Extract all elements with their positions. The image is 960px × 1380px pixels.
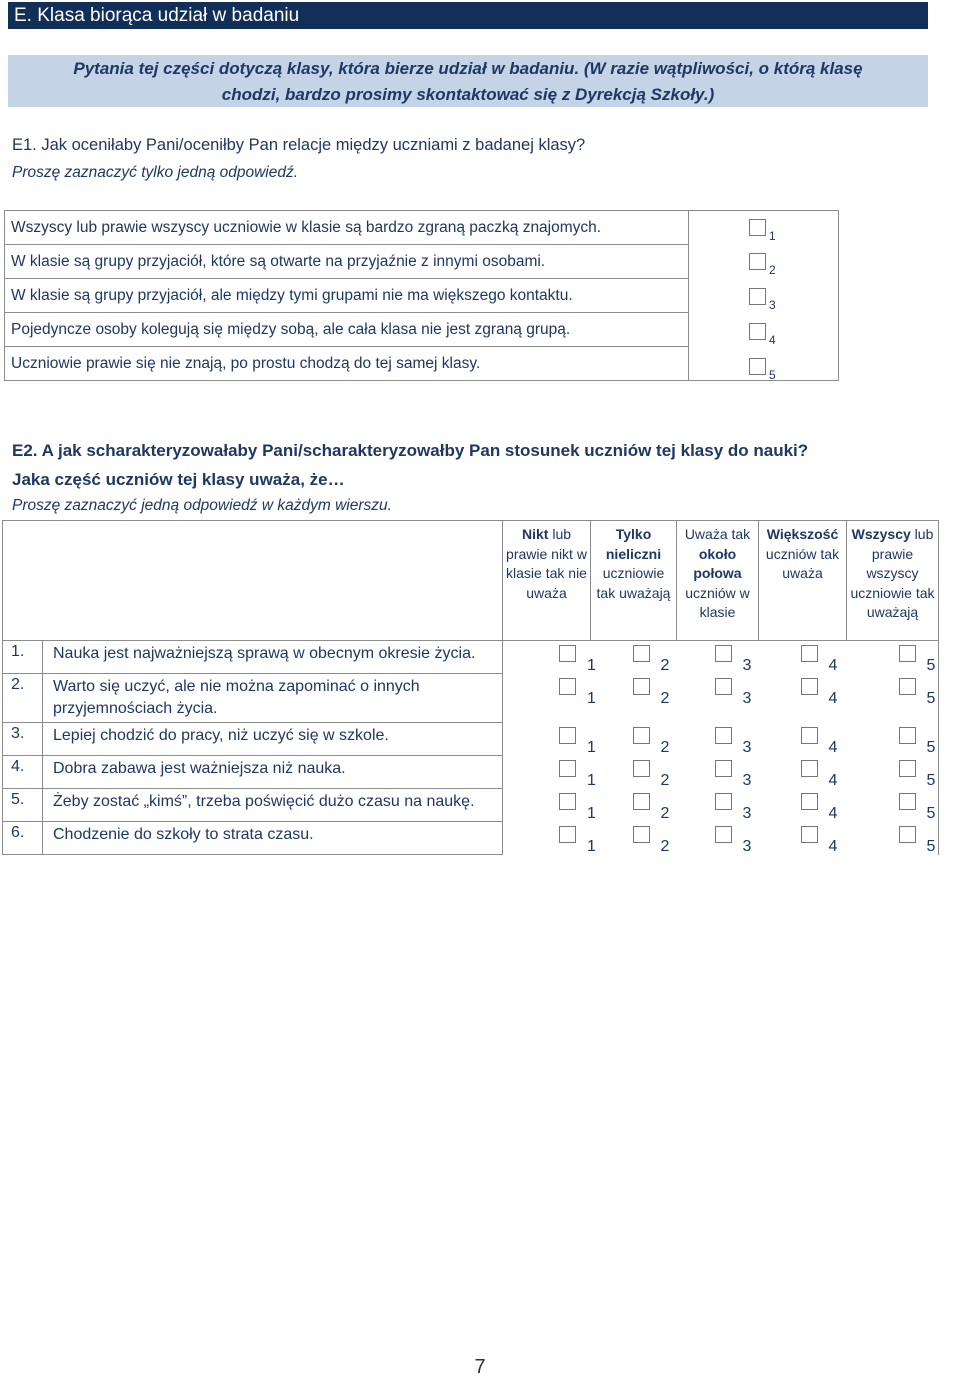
option-number: 5 [926, 804, 936, 822]
e2-option-cell [677, 641, 759, 674]
question-e2-instruction: Proszę zaznaczyć jedną odpowiedź w każdym wierszu. [12, 497, 392, 514]
section-header: E. Klasa biorąca udział w badaniu [8, 2, 928, 29]
column-header-text: lub prawie nikt w klasie tak nie uważa [506, 526, 587, 601]
checkbox[interactable] [749, 323, 766, 340]
question-e1-title: E1. Jak oceniłaby Pani/oceniłby Pan relacje między uczniami z badanej klasy? [12, 136, 586, 154]
checkbox[interactable] [715, 793, 732, 810]
option-number: 2 [660, 837, 670, 855]
option-number: 1 [587, 837, 596, 855]
option-number: 3 [742, 804, 752, 822]
checkbox[interactable] [801, 793, 818, 810]
checkbox[interactable] [633, 826, 650, 843]
checkbox[interactable] [749, 253, 766, 270]
checkbox[interactable] [559, 826, 576, 843]
e2-option-cell [503, 789, 596, 822]
checkbox[interactable] [559, 727, 576, 744]
e2-option-cell [591, 822, 677, 855]
column-header-text: uczniów tak uważa [765, 545, 840, 581]
e2-option-cell [759, 822, 847, 855]
e2-option-cell [503, 822, 596, 855]
question-e2-title-line-2: Jaka część uczniów tej klasy uważa, że… [12, 470, 345, 489]
e2-table [2, 520, 939, 855]
option-number: 3 [742, 689, 752, 707]
e2-row [3, 723, 939, 756]
column-header-text: lub prawie wszyscy uczniowie tak uważają [850, 526, 935, 620]
notice-line-1: Pytania tej części dotyczą klasy, która bierze udział w badaniu. (W razie wątpliwości, o którą klasę [73, 59, 863, 78]
e2-column-header [759, 521, 847, 641]
e2-row [3, 822, 939, 855]
option-number: 3 [742, 738, 752, 756]
e1-row [5, 211, 839, 245]
e2-column-header [677, 521, 759, 641]
checkbox[interactable] [899, 793, 916, 810]
e2-option-cell [677, 723, 759, 756]
checkbox[interactable] [899, 645, 916, 662]
e2-option-cell [591, 723, 677, 756]
e2-option-cell [503, 756, 596, 789]
checkbox[interactable] [559, 645, 576, 662]
checkbox[interactable] [749, 288, 766, 305]
column-header-emphasis: około połowa [693, 545, 742, 581]
option-number: 3 [742, 657, 752, 674]
e2-column-header [591, 521, 677, 641]
e2-row-number: 3. [3, 723, 43, 756]
option-number: 4 [828, 657, 838, 674]
option-number: 2 [660, 804, 670, 822]
e2-option-cell [591, 756, 677, 789]
e2-option-cell [847, 756, 939, 789]
checkbox[interactable] [633, 678, 650, 695]
e2-option-cell [503, 674, 596, 723]
option-number: 5 [926, 689, 936, 707]
column-header-emphasis: Nikt [521, 526, 549, 542]
e2-option-cell [591, 641, 677, 674]
e2-row-statement: Warto się uczyć, ale nie można zapominać o innych przyjemnościach życia. [43, 674, 503, 723]
e2-row-statement: Dobra zabawa jest ważniejsza niż nauka. [43, 756, 503, 789]
e2-option-cell [759, 789, 847, 822]
checkbox[interactable] [715, 678, 732, 695]
checkbox[interactable] [633, 645, 650, 662]
option-number: 2 [660, 689, 670, 707]
option-number: 5 [769, 368, 776, 382]
column-header-text: uczniów w klasie [685, 584, 750, 620]
e2-option-cell [847, 822, 939, 855]
checkbox[interactable] [801, 826, 818, 843]
question-e1-instruction: Proszę zaznaczyć tylko jedną odpowiedź. [12, 164, 299, 181]
option-number: 4 [828, 689, 838, 707]
e2-option-cell [677, 674, 759, 723]
e1-row-text: W klasie są grupy przyjaciół, które są otwarte na przyjaźnie z innymi osobami. [5, 245, 689, 279]
e1-row-text: W klasie są grupy przyjaciół, ale między tymi grupami nie ma większego kontaktu. [5, 279, 689, 313]
option-number: 1 [587, 771, 596, 789]
option-number: 4 [769, 333, 776, 347]
option-number: 1 [587, 738, 596, 756]
e2-header-blank [3, 521, 503, 641]
column-header-emphasis: Wszyscy [851, 526, 911, 542]
e2-option-cell [847, 641, 939, 674]
option-number: 1 [769, 229, 776, 243]
checkbox[interactable] [633, 727, 650, 744]
e2-option-cell [591, 789, 677, 822]
option-number: 4 [828, 804, 838, 822]
checkbox[interactable] [801, 645, 818, 662]
e2-row-number: 2. [3, 674, 43, 723]
e2-row-statement: Lepiej chodzić do pracy, niż uczyć się w szkole. [43, 723, 503, 756]
checkbox[interactable] [801, 727, 818, 744]
option-number: 2 [769, 263, 776, 277]
e2-option-cell [847, 789, 939, 822]
e2-option-cell [759, 674, 847, 723]
option-number: 3 [742, 837, 752, 855]
e1-table [4, 210, 839, 381]
option-number: 5 [926, 657, 936, 674]
checkbox[interactable] [749, 219, 766, 236]
checkbox[interactable] [801, 760, 818, 777]
checkbox[interactable] [633, 793, 650, 810]
option-number: 3 [742, 771, 752, 789]
e1-options [689, 211, 839, 381]
e2-option-cell [677, 822, 759, 855]
option-number: 2 [660, 738, 670, 756]
e2-option-cell [503, 641, 596, 674]
e2-row [3, 789, 939, 822]
option-number: 4 [828, 738, 838, 756]
e2-row [3, 641, 939, 674]
e1-row-text: Pojedyncze osoby kolegują się między sobą, ale cała klasa nie jest zgraną grupą. [5, 313, 689, 347]
checkbox[interactable] [715, 760, 732, 777]
option-number: 2 [660, 771, 670, 789]
checkbox[interactable] [715, 727, 732, 744]
e2-row-number: 6. [3, 822, 43, 855]
checkbox[interactable] [559, 793, 576, 810]
e2-row-number: 4. [3, 756, 43, 789]
e1-row-text: Wszyscy lub prawie wszyscy uczniowie w klasie są bardzo zgraną paczką znajomych. [5, 211, 689, 245]
e2-row-number: 1. [3, 641, 43, 674]
e1-row-text: Uczniowie prawie się nie znają, po prostu chodzą do tej samej klasy. [5, 347, 689, 381]
checkbox[interactable] [899, 826, 916, 843]
option-number: 5 [926, 771, 936, 789]
e2-option-cell [759, 756, 847, 789]
option-number: 1 [587, 689, 596, 707]
instructions-notice [8, 55, 928, 107]
checkbox[interactable] [749, 358, 766, 375]
option-number: 1 [587, 657, 596, 674]
option-number: 4 [828, 837, 838, 855]
checkbox[interactable] [899, 678, 916, 695]
checkbox[interactable] [715, 826, 732, 843]
option-number: 1 [587, 804, 596, 822]
e2-header-row [3, 521, 939, 641]
e2-column-header [503, 521, 591, 641]
question-e2-title-line-1: E2. A jak scharakteryzowałaby Pani/scharakteryzowałby Pan stosunek uczniów tej klasy do nauki? [12, 441, 809, 460]
notice-line-2: chodzi, bardzo prosimy skontaktować się z Dyrekcją Szkoły.) [221, 85, 715, 104]
checkbox[interactable] [715, 645, 732, 662]
e2-option-cell [759, 641, 847, 674]
column-header-emphasis: Tylko nieliczni [605, 526, 662, 562]
e2-option-cell [591, 674, 677, 723]
checkbox[interactable] [559, 678, 576, 695]
option-number: 3 [769, 298, 776, 312]
column-header-emphasis: Większość [766, 526, 839, 542]
e2-option-cell [847, 674, 939, 723]
column-header-text: Uważa tak [684, 526, 751, 542]
page-number: 7 [474, 1356, 486, 1378]
e2-option-cell [503, 723, 596, 756]
e2-option-cell [677, 789, 759, 822]
checkbox[interactable] [899, 760, 916, 777]
option-number: 2 [660, 657, 670, 674]
e2-option-cell [677, 756, 759, 789]
e2-option-cell [759, 723, 847, 756]
checkbox[interactable] [633, 760, 650, 777]
checkbox[interactable] [559, 760, 576, 777]
option-number: 5 [926, 738, 936, 756]
e2-row-statement: Nauka jest najważniejszą sprawą w obecnym okresie życia. [43, 641, 503, 674]
e2-row [3, 756, 939, 789]
e2-row-statement: Żeby zostać „kimś”, trzeba poświęcić dużo czasu na naukę. [43, 789, 503, 822]
e2-column-header [847, 521, 939, 641]
option-number: 5 [926, 837, 936, 855]
e2-row-number: 5. [3, 789, 43, 822]
e2-option-cell [847, 723, 939, 756]
e2-row [3, 674, 939, 723]
column-header-text: uczniowie tak uważają [596, 565, 671, 601]
e2-row-statement: Chodzenie do szkoły to strata czasu. [43, 822, 503, 855]
checkbox[interactable] [899, 727, 916, 744]
checkbox[interactable] [801, 678, 818, 695]
option-number: 4 [828, 771, 838, 789]
